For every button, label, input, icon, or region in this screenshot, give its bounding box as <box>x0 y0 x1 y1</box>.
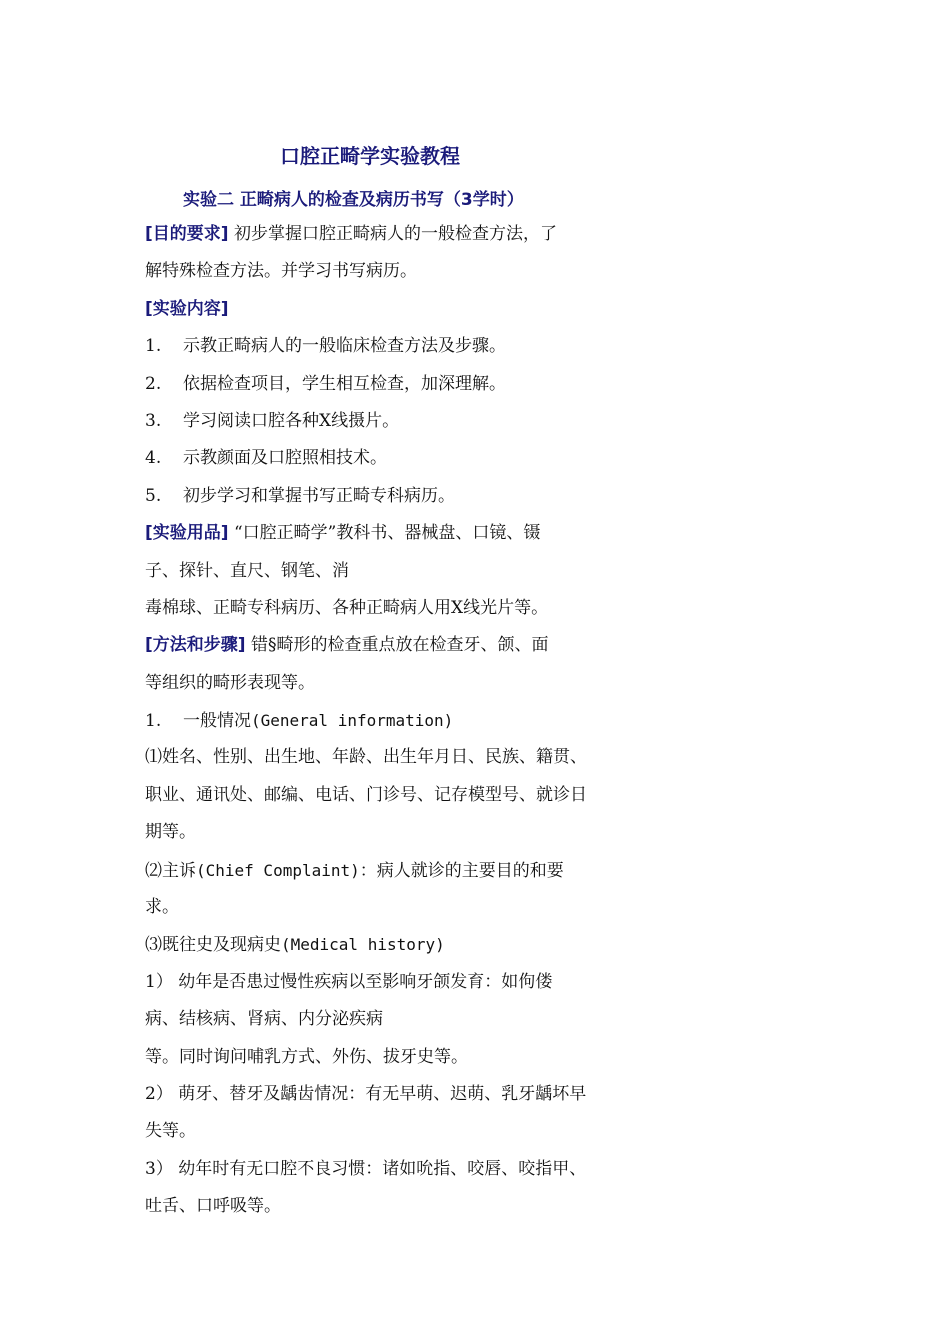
document-title: 口腔正畸学实验教程 <box>280 144 460 168</box>
purpose-line-2: 解特殊检查方法。并学习书写病历。 <box>145 261 417 282</box>
methods-line-1 <box>145 627 615 664</box>
content-item-number: 1. <box>145 336 162 357</box>
supplies-line-2: 子、探针、直尺、钢笔、消 <box>145 560 349 581</box>
content-item-text: 示教正畸病人的一般临床检查方法及步骤。 <box>183 336 506 357</box>
general-info-heading <box>145 702 615 739</box>
content-item-5 <box>145 478 615 515</box>
methods-line-2: 等组织的畸形表现等。 <box>145 672 315 693</box>
general-item-1-line-2: 职业、通讯处、邮编、电话、门诊号、记存模型号、就诊日 <box>145 784 587 805</box>
medical-history-en: (Medical history) <box>281 935 445 955</box>
history-sub-1-line-3: 等。同时询问哺乳方式、外伤、拔牙史等。 <box>145 1046 468 1067</box>
document-body <box>145 216 615 1226</box>
chief-complaint-prefix: ⑵主诉 <box>145 860 196 881</box>
supplies-heading: [实验用品] <box>145 523 229 544</box>
history-sub-1-line-1: 1） 幼年是否患过慢性疾病以至影响牙颌发育：如佝偻 <box>145 971 553 992</box>
history-sub-3-line-1: 3） 幼年时有无口腔不良习惯：诸如吮指、咬唇、咬指甲、 <box>145 1158 587 1179</box>
content-item-text: 初步学习和掌握书写正畸专科病历。 <box>183 485 455 506</box>
content-item-text: 依据检查项目，学生相互检查，加深理解。 <box>183 373 506 394</box>
content-item-number: 3. <box>145 410 162 431</box>
medical-history-heading <box>145 926 615 963</box>
chief-complaint-en: (Chief Complaint) <box>196 860 360 880</box>
supplies-line-3: 毒棉球、正畸专科病历、各种正畸病人用X线光片等。 <box>145 597 549 618</box>
content-item-number: 2. <box>145 373 162 394</box>
supplies-line-1 <box>145 515 615 552</box>
content-heading: [实验内容] <box>145 298 229 319</box>
history-sub-3-line-2: 吐舌、口呼吸等。 <box>145 1196 281 1217</box>
content-item-number: 5. <box>145 485 162 506</box>
purpose-heading: [目的要求] <box>145 224 229 244</box>
content-item-2 <box>145 366 615 403</box>
medical-history-prefix: ⑶既往史及现病史 <box>145 935 281 956</box>
chief-complaint-suffix: ：病人就诊的主要目的和要 <box>359 860 564 881</box>
purpose-line-1 <box>145 216 615 253</box>
chief-complaint-line-1 <box>145 852 615 889</box>
history-sub-2-line-2: 失等。 <box>145 1121 196 1142</box>
general-item-1-line-1: ⑴姓名、性别、出生地、年龄、出生年月日、民族、籍贯、 <box>145 747 587 768</box>
methods-text: 错§畸形的检查重点放在检查牙、颌、面 <box>245 635 549 656</box>
content-item-text: 学习阅读口腔各种X线摄片。 <box>183 410 400 431</box>
content-item-text: 示教颜面及口腔照相技术。 <box>183 448 387 469</box>
methods-heading: [方法和步骤] <box>145 635 246 656</box>
general-info-number: 1. <box>145 711 162 732</box>
history-sub-2-line-1: 2） 萌牙、替牙及龋齿情况：有无早萌、迟萌、乳牙龋坏早 <box>145 1083 587 1104</box>
general-info-cn: 一般情况 <box>183 711 251 732</box>
content-item-1 <box>145 328 615 365</box>
history-sub-1-line-2: 病、结核病、肾病、内分泌疾病 <box>145 1009 383 1030</box>
general-item-1-line-3: 期等。 <box>145 822 196 843</box>
purpose-text: 初步掌握口腔正畸病人的一般检查方法，了 <box>228 224 557 244</box>
chief-complaint-line-2: 求。 <box>145 897 179 918</box>
content-item-number: 4. <box>145 448 162 469</box>
experiment-subtitle: 实验二 正畸病人的检查及病历书写（3学时） <box>183 190 524 210</box>
general-info-en: (General information) <box>251 711 454 731</box>
content-item-4 <box>145 440 615 477</box>
supplies-text: “口腔正畸学”教科书、器械盘、口镜、镊 <box>228 523 541 544</box>
content-item-3 <box>145 403 615 440</box>
